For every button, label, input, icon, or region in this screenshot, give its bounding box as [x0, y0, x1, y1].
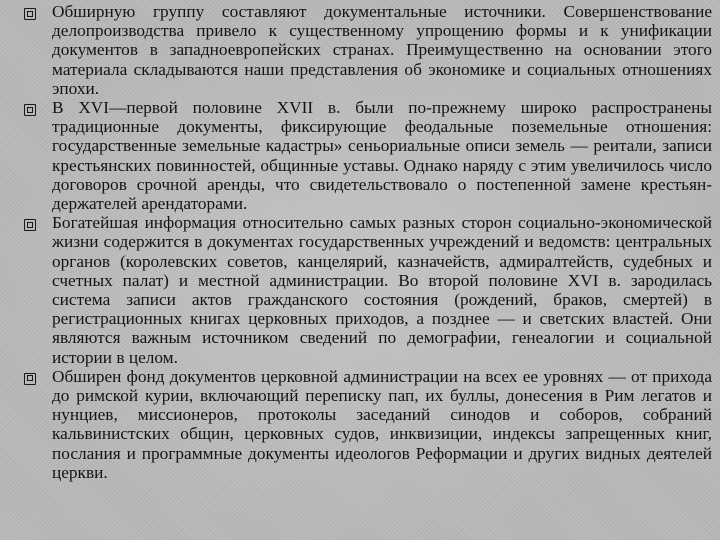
square-bullet-icon: [24, 104, 36, 116]
bullet-item-3: [22, 213, 712, 367]
bullet-item-2: [22, 98, 712, 213]
square-bullet-icon: [24, 8, 36, 20]
bullet-item-1: [22, 2, 712, 98]
paragraph-1: Обширную группу составляют документальные источники. Совершенствование делопроизводства привело к существенному упрощению формы и к унификации документов в западноевропейских странах. Преимущественно на основании этого материала складываются наши представления об экономике и социальных отношениях эпохи.: [52, 2, 712, 98]
paragraph-4: Обширен фонд документов церковной администрации на всех ее уровнях — от прихода до римской курии, включающий переписку пап, их буллы, донесения в Рим легатов и нунциев, миссионеров, протоколы заседаний синодов и соборов, собраний кальвинистских общин, церковных судов, инквизиции, индексы запрещенных книг, послания и программные документы идеологов Реформации и других видных деятелей церкви.: [52, 366, 712, 482]
bullet-item-4: [22, 367, 712, 482]
square-bullet-icon: [24, 373, 36, 385]
paragraph-3: Богатейшая информация относительно самых разных сторон социально-экономической жизни содержится в документах государственных учреждений и ведомств: центральных органов (королевских советов, канцелярий, казначейств, адмиралтейств, судебных и счетных палат) и местной администрации. Во второй половине XVI в. зародилась система записи актов гражданского состояния (рождений, браков, смертей) в регистрационных книгах церковных приходов, а позднее — и светских властей. Они являются важным источником сведений по демографии, генеалогии и социальной истории в целом.: [52, 213, 712, 367]
bullet-list: [22, 2, 712, 482]
square-bullet-icon: [24, 219, 36, 231]
paragraph-2: В XVI—первой половине XVII в. были по-прежнему широко распространены традиционные документы, фиксирующие феодальные поземельные отношения: государственные земельные кадастры» сеньориальные описи земель — реитали, записи крестьянских повинностей, общинные уставы. Однако наряду с этим увеличилось число договоров срочной аренды, что свидетельствовало о постепенной замене крестьян-держателей арендаторами.: [52, 98, 712, 214]
